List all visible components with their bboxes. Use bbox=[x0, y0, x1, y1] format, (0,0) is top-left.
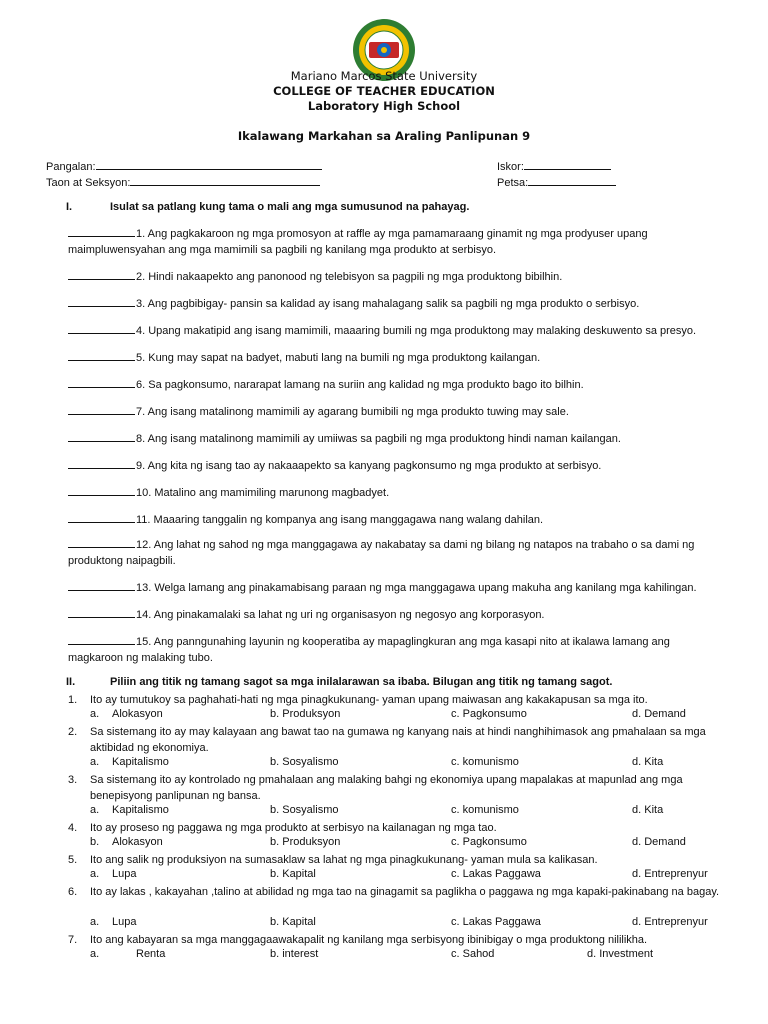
tf-item bbox=[68, 377, 718, 393]
date-blank[interactable] bbox=[528, 174, 616, 186]
answer-option[interactable]: d. Investment bbox=[587, 948, 654, 960]
tf-item bbox=[68, 404, 718, 420]
answer-option[interactable]: c. Sahod bbox=[451, 948, 495, 960]
answer-blank[interactable] bbox=[68, 323, 135, 334]
option-letter: a. bbox=[90, 916, 100, 928]
college-name: COLLEGE OF TEACHER EDUCATION bbox=[273, 84, 495, 98]
part1-heading bbox=[66, 201, 469, 213]
answer-option[interactable]: d. Kita bbox=[632, 756, 664, 768]
answer-option[interactable]: Renta bbox=[136, 948, 166, 960]
question-number: 5. bbox=[68, 854, 78, 866]
score-label: Iskor: bbox=[497, 161, 524, 173]
answer-blank[interactable] bbox=[68, 404, 135, 415]
option-letter: a. bbox=[90, 708, 100, 720]
tf-item-text: 2. Hindi nakaapekto ang panonood ng telebisyon sa pagpili ng mga produktong bibilhin. bbox=[136, 271, 563, 283]
answer-option[interactable]: b. interest bbox=[270, 948, 319, 960]
score-field bbox=[497, 158, 611, 173]
question-number: 6. bbox=[68, 886, 78, 898]
answer-option[interactable]: d. Entreprenyur bbox=[632, 916, 708, 928]
answer-blank[interactable] bbox=[68, 580, 135, 591]
school-name: Laboratory High School bbox=[307, 99, 461, 113]
answer-blank[interactable] bbox=[68, 226, 135, 237]
tf-item bbox=[68, 431, 718, 447]
tf-item-text: 4. Upang makatipid ang isang mamimili, maaaring bumili ng mga produktong may malaking deskuwento sa presyo. bbox=[136, 325, 697, 337]
question-number: 7. bbox=[68, 934, 78, 946]
score-blank[interactable] bbox=[524, 158, 611, 170]
option-letter: a. bbox=[90, 756, 100, 768]
answer-option[interactable]: c. Lakas Paggawa bbox=[451, 868, 541, 880]
exam-title: Ikalawang Markahan sa Araling Panlipunan 9 bbox=[237, 129, 531, 143]
part1-number: I. bbox=[66, 201, 73, 213]
tf-item bbox=[68, 634, 718, 666]
answer-option[interactable]: c. Pagkonsumo bbox=[451, 708, 527, 720]
tf-item bbox=[68, 323, 718, 339]
answer-option[interactable]: c. komunismo bbox=[451, 804, 519, 816]
answer-blank[interactable] bbox=[68, 512, 135, 523]
option-letter: a. bbox=[90, 868, 100, 880]
answer-option[interactable]: d. Kita bbox=[632, 804, 664, 816]
option-letter: a. bbox=[90, 948, 100, 960]
answer-blank[interactable] bbox=[68, 537, 135, 548]
tf-item-text: 3. Ang pagbibigay- pansin sa kalidad ay isang mahalagang salik sa pagbili ng mga produkto o serbisyo. bbox=[136, 298, 640, 310]
tf-item-text: 13. Welga lamang ang pinakamabisang paraan ng mga manggagawa upang makuha ang kanilang mga kahilingan. bbox=[136, 582, 697, 594]
question-number: 1. bbox=[68, 694, 78, 706]
tf-item bbox=[68, 512, 718, 528]
answer-option[interactable]: Kapitalismo bbox=[112, 804, 169, 816]
answer-blank[interactable] bbox=[68, 269, 135, 280]
answer-blank[interactable] bbox=[68, 431, 135, 442]
answer-blank[interactable] bbox=[68, 485, 135, 496]
tf-item bbox=[68, 269, 718, 285]
answer-option[interactable]: c. komunismo bbox=[451, 756, 519, 768]
question-text: Sa sistemang ito ay kontrolado ng pmahalaan ang malaking bahgi ng ekonomiya upang mapalakas at mapunlad ang mga benepisyong panlipunan ng bansa. bbox=[90, 774, 683, 802]
part2-number: II. bbox=[66, 676, 76, 688]
tf-item-text: 10. Matalino ang mamimiling marunong magbadyet. bbox=[136, 487, 390, 499]
answer-option[interactable]: b. Produksyon bbox=[270, 836, 341, 848]
name-blank[interactable] bbox=[96, 158, 322, 170]
answer-option[interactable]: Alokasyon bbox=[112, 708, 163, 720]
question-text: Sa sistemang ito ay may kalayaan ang bawat tao na gumawa ng kanyang nais at hindi nanghihimasok ang pmahalaan sa mga aktibidad ng ekonomiya. bbox=[90, 726, 706, 754]
tf-item bbox=[68, 537, 718, 569]
tf-item-text: 6. Sa pagkonsumo, nararapat lamang na suriin ang kalidad ng mga produkto bago ito bilhin. bbox=[136, 379, 584, 391]
tf-item-text: 8. Ang isang matalinong mamimili ay umiiwas sa pagbili ng mga produktong hindi naman kailangan. bbox=[136, 433, 621, 445]
answer-blank[interactable] bbox=[68, 377, 135, 388]
tf-item bbox=[68, 350, 718, 366]
tf-item-text: 1. Ang pagkakaroon ng mga promosyon at raffle ay mga pamamaraang ginamit ng mga prodyuser upang maimpluwensyahan ang mga mamimili sa pagbili ng kanilang mga produkto at serbisyo. bbox=[68, 228, 648, 256]
answer-option[interactable]: d. Demand bbox=[632, 708, 686, 720]
answer-option[interactable]: d. Entreprenyur bbox=[632, 868, 708, 880]
tf-item-text: 11. Maaaring tanggalin ng kompanya ang isang manggagawa nang walang dahilan. bbox=[136, 514, 544, 526]
question-number: 2. bbox=[68, 726, 78, 738]
date-label: Petsa: bbox=[497, 177, 529, 189]
answer-blank[interactable] bbox=[68, 296, 135, 307]
section-blank[interactable] bbox=[130, 174, 320, 186]
tf-item bbox=[68, 607, 718, 623]
tf-item bbox=[68, 296, 718, 312]
date-field bbox=[497, 174, 616, 189]
university-name: Mariano Marcos State University bbox=[290, 69, 478, 83]
answer-option[interactable]: c. Lakas Paggawa bbox=[451, 916, 541, 928]
question-text: Ito ang salik ng produksiyon na sumasaklaw sa lahat ng mga pinagkukunang- yaman mula sa kalikasan. bbox=[90, 854, 598, 866]
answer-option[interactable]: b. Kapital bbox=[270, 916, 316, 928]
name-field bbox=[46, 158, 322, 173]
option-letter: a. bbox=[90, 804, 100, 816]
answer-option[interactable]: Alokasyon bbox=[112, 836, 163, 848]
tf-item bbox=[68, 458, 718, 474]
tf-item-text: 12. Ang lahat ng sahod ng mga manggagawa ay nakabatay sa dami ng bilang ng natapos na trabaho o sa dami ng produktong naipagbili. bbox=[68, 539, 695, 567]
tf-item-text: 5. Kung may sapat na badyet, mabuti lang na bumili ng mga produktong kailangan. bbox=[136, 352, 541, 364]
part2-instruction: Piliin ang titik ng tamang sagot sa mga inilalarawan sa ibaba. Bilugan ang titik ng tamang sagot. bbox=[110, 676, 613, 688]
question-number: 4. bbox=[68, 822, 78, 834]
answer-option[interactable]: Lupa bbox=[112, 916, 137, 928]
answer-option[interactable]: c. Pagkonsumo bbox=[451, 836, 527, 848]
tf-item-text: 9. Ang kita ng isang tao ay nakaaapekto sa kanyang pagkonsumo ng mga produkto at serbisyo. bbox=[136, 460, 602, 472]
answer-option[interactable]: d. Demand bbox=[632, 836, 686, 848]
question-text: Ito ang kabayaran sa mga manggagaawakapalit ng kanilang mga serbisyong ibinibigay o mga produktong nililikha. bbox=[90, 934, 648, 946]
answer-blank[interactable] bbox=[68, 634, 135, 645]
name-label: Pangalan: bbox=[46, 161, 96, 173]
answer-option[interactable]: Kapitalismo bbox=[112, 756, 169, 768]
question-text: Ito ay tumutukoy sa paghahati-hati ng mga pinagkukunang- yaman upang maiwasan ang kakakapusan sa mga ito. bbox=[90, 694, 648, 706]
answer-option[interactable]: b. Kapital bbox=[270, 868, 316, 880]
answer-option[interactable]: Lupa bbox=[112, 868, 137, 880]
part2-heading bbox=[66, 676, 612, 688]
part1-instruction: Isulat sa patlang kung tama o mali ang mga sumusunod na pahayag. bbox=[110, 201, 470, 213]
option-letter: b. bbox=[90, 836, 100, 848]
answer-option[interactable]: b. Produksyon bbox=[270, 708, 341, 720]
tf-item bbox=[68, 226, 718, 258]
section-label: Taon at Seksyon: bbox=[46, 177, 131, 189]
question-text: Ito ay lakas , kakayahan ,talino at abilidad ng mga tao na ginagamit sa paglikha o paggawa ng mga kapaki-pakinabang na bagay. bbox=[90, 886, 720, 898]
answer-blank[interactable] bbox=[68, 458, 135, 469]
question-text: Ito ay proseso ng paggawa ng mga produkto at serbisyo na kailanagan ng mga tao. bbox=[90, 822, 497, 834]
tf-item bbox=[68, 485, 718, 501]
tf-item bbox=[68, 580, 718, 596]
question-number: 3. bbox=[68, 774, 78, 786]
tf-item-text: 15. Ang panngunahing layunin ng kooperatiba ay mapaglingkuran ang mga kasapi nito at ikalawa lamang ang magkaroon ng malaking tubo. bbox=[68, 636, 670, 664]
tf-item-text: 14. Ang pinakamalaki sa lahat ng uri ng organisasyon ng negosyo ang korporasyon. bbox=[136, 609, 545, 621]
answer-blank[interactable] bbox=[68, 350, 135, 361]
answer-option[interactable]: b. Sosyalismo bbox=[270, 804, 339, 816]
tf-item-text: 7. Ang isang matalinong mamimili ay agarang bumibili ng mga produkto tuwing may sale. bbox=[136, 406, 569, 418]
answer-blank[interactable] bbox=[68, 607, 135, 618]
answer-option[interactable]: b. Sosyalismo bbox=[270, 756, 339, 768]
section-field bbox=[46, 174, 320, 189]
